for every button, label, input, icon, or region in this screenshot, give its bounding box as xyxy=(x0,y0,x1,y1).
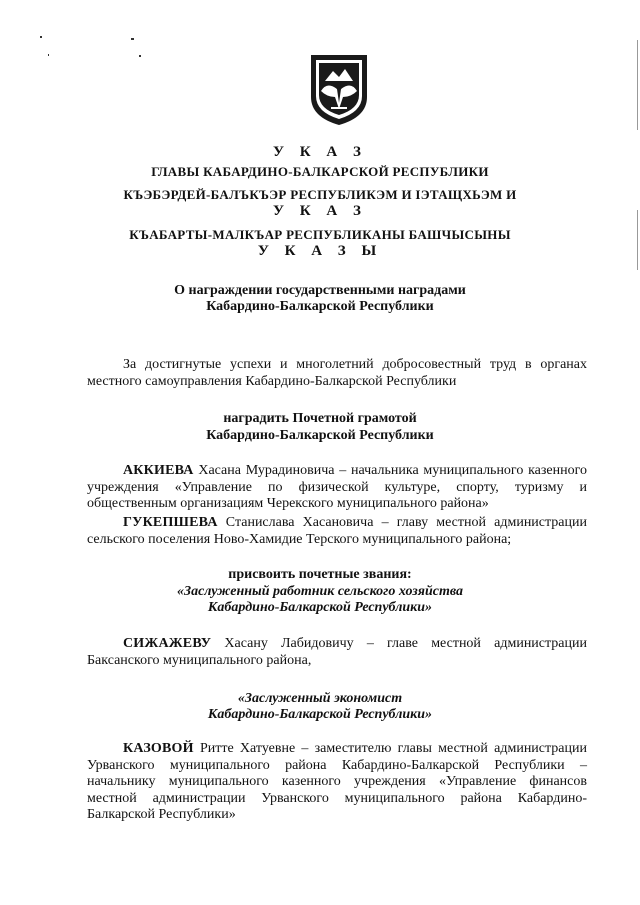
scan-speck xyxy=(40,36,42,38)
header-ukaz-krc: У К А З Ы xyxy=(257,243,383,259)
awardee-name: СИЖАЖЕВУ xyxy=(123,636,212,651)
decision-award-line1: наградить Почетной грамотой xyxy=(223,411,417,426)
decision-titles-line1: присвоить почетные звания: xyxy=(228,567,412,582)
awardee-details: Хасану Лабидовичу – главе местной администрации Баксанского муниципального района, xyxy=(87,636,587,668)
decision-award-line2: Кабардино-Балкарской Республики xyxy=(206,428,434,443)
scan-speck xyxy=(139,55,141,57)
awardee-name: АККИЕВА xyxy=(123,463,194,478)
coat-of-arms-icon xyxy=(307,51,371,127)
award-entry xyxy=(87,515,587,548)
decision-economist-line2: Кабардино-Балкарской Республики» xyxy=(207,707,433,722)
decision-economist-line1: «Заслуженный экономист xyxy=(237,691,403,706)
header-ukaz-kbd: У К А З xyxy=(273,203,367,219)
award-entry xyxy=(87,636,587,669)
decree-title-line1: О награждении государственными наградами xyxy=(174,283,466,298)
awardee-name: КАЗОВОЙ xyxy=(123,741,194,756)
header-ukaz-ru: У К А З xyxy=(273,144,367,160)
decision-titles-line2: «Заслуженный работник сельского хозяйства xyxy=(176,584,464,599)
scan-edge xyxy=(637,210,638,270)
decree-title-line2: Кабардино-Балкарской Республики xyxy=(206,299,434,314)
award-entry xyxy=(87,463,587,513)
scan-speck xyxy=(48,54,49,56)
preamble-text: За достигнутые успехи и многолетний добросовестный труд в органах местного самоуправления Кабардино-Балкарской Республики xyxy=(87,357,587,389)
header-title-krc: КЪАБАРТЫ-МАЛКЪАР РЕСПУБЛИКАНЫ БАШЧЫСЫНЫ xyxy=(129,227,511,242)
awardee-details: Хасана Мурадиновича – начальника муниципального казенного учреждения «Управление по физической культуре, спорту, туризму и общественным организациям Черекского муниципального района» xyxy=(87,463,587,511)
awardee-details: Ритте Хатуевне – заместителю главы местной администрации Урванского муниципального района Кабардино-Балкарской Республики – начальнику муниципального казенного учреждения «Управление финансов местной администрации Урванского муниципального района Кабардино-Балкарской Республики» xyxy=(87,741,587,822)
scan-speck xyxy=(131,38,134,40)
decision-titles-line3: Кабардино-Балкарской Республики» xyxy=(207,600,433,615)
scan-edge xyxy=(637,40,638,130)
award-entry xyxy=(87,741,587,824)
awardee-details: Станислава Хасановича – главу местной администрации сельского поселения Ново-Хамидие Терского муниципального района; xyxy=(87,515,587,547)
awardee-name: ГУКЕПШЕВА xyxy=(123,515,218,530)
header-title-kbd: КЪЭБЭРДЕЙ-БАЛЪКЪЭР РЕСПУБЛИКЭМ И ІЭТАЩХЬЭМ И xyxy=(123,187,517,202)
header-title-ru: ГЛАВЫ КАБАРДИНО-БАЛКАРСКОЙ РЕСПУБЛИКИ xyxy=(151,164,489,179)
